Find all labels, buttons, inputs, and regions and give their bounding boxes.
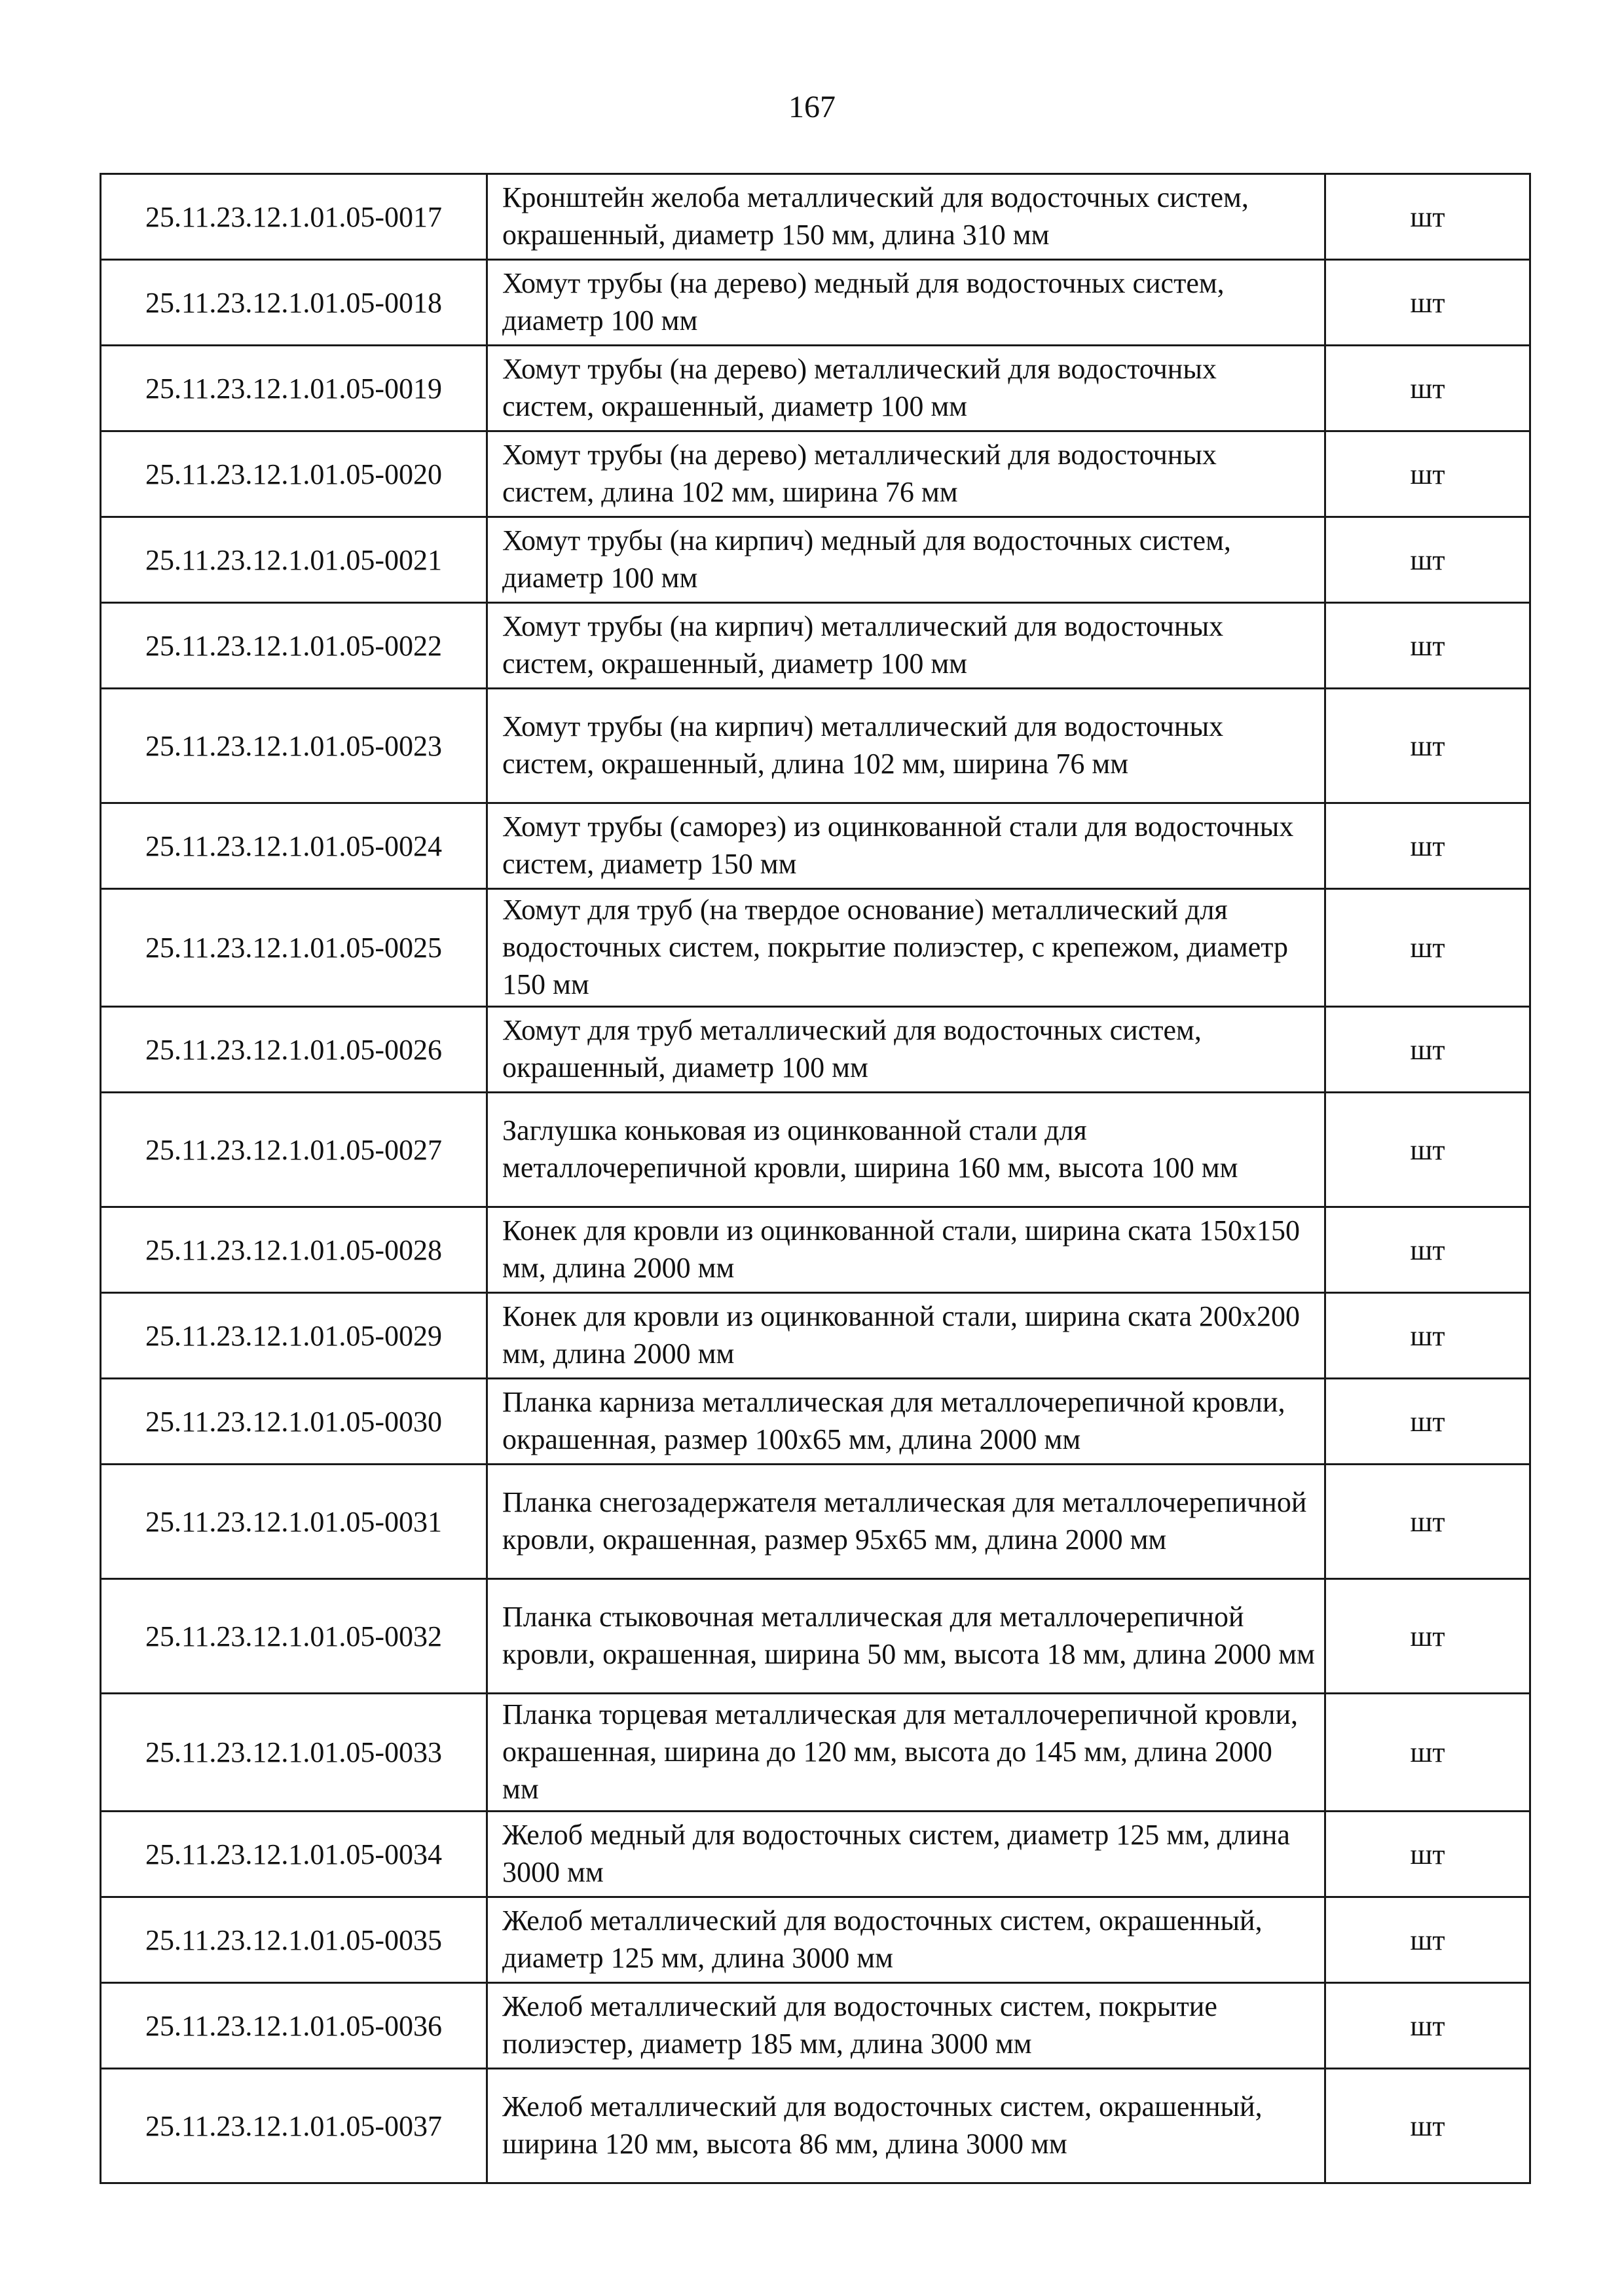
table-row — [101, 803, 1530, 889]
item-unit: шт — [1325, 1812, 1530, 1897]
item-description: Хомут трубы (саморез) из оцинкованной стали для водосточных систем, диаметр 150 мм — [487, 803, 1325, 889]
item-description: Хомут трубы (на кирпич) металлический для водосточных систем, окрашенный, длина 102 мм, ширина 76 мм — [487, 689, 1325, 803]
item-unit: шт — [1325, 1694, 1530, 1812]
item-code: 25.11.23.12.1.01.05-0017 — [101, 174, 487, 260]
materials-table — [100, 173, 1531, 2184]
item-code: 25.11.23.12.1.01.05-0028 — [101, 1207, 487, 1293]
item-code: 25.11.23.12.1.01.05-0025 — [101, 889, 487, 1007]
item-code: 25.11.23.12.1.01.05-0026 — [101, 1007, 487, 1093]
item-unit: шт — [1325, 1897, 1530, 1983]
table-row — [101, 1465, 1530, 1579]
table-row — [101, 1694, 1530, 1812]
item-code: 25.11.23.12.1.01.05-0037 — [101, 2069, 487, 2183]
table-row — [101, 1093, 1530, 1207]
item-description: Планка торцевая металлическая для металлочерепичной кровли, окрашенная, ширина до 120 мм, высота до 145 мм, длина 2000 мм — [487, 1694, 1325, 1812]
item-code: 25.11.23.12.1.01.05-0024 — [101, 803, 487, 889]
item-code: 25.11.23.12.1.01.05-0020 — [101, 431, 487, 517]
table-row — [101, 1207, 1530, 1293]
item-code: 25.11.23.12.1.01.05-0032 — [101, 1579, 487, 1694]
item-unit: шт — [1325, 1007, 1530, 1093]
item-description: Планка снегозадержателя металлическая для металлочерепичной кровли, окрашенная, размер 95х65 мм, длина 2000 мм — [487, 1465, 1325, 1579]
table-row — [101, 1812, 1530, 1897]
item-description: Желоб металлический для водосточных систем, покрытие полиэстер, диаметр 185 мм, длина 3000 мм — [487, 1983, 1325, 2069]
item-code: 25.11.23.12.1.01.05-0021 — [101, 517, 487, 603]
item-description: Хомут трубы (на кирпич) медный для водосточных систем, диаметр 100 мм — [487, 517, 1325, 603]
item-unit: шт — [1325, 260, 1530, 346]
item-code: 25.11.23.12.1.01.05-0029 — [101, 1293, 487, 1379]
item-description: Хомут трубы (на дерево) медный для водосточных систем, диаметр 100 мм — [487, 260, 1325, 346]
item-unit: шт — [1325, 1983, 1530, 2069]
item-unit: шт — [1325, 517, 1530, 603]
item-description: Хомут для труб металлический для водосточных систем, окрашенный, диаметр 100 мм — [487, 1007, 1325, 1093]
table-row — [101, 889, 1530, 1007]
item-code: 25.11.23.12.1.01.05-0034 — [101, 1812, 487, 1897]
table-row — [101, 1983, 1530, 2069]
item-unit: шт — [1325, 1465, 1530, 1579]
item-code: 25.11.23.12.1.01.05-0036 — [101, 1983, 487, 2069]
item-code: 25.11.23.12.1.01.05-0035 — [101, 1897, 487, 1983]
table-row — [101, 689, 1530, 803]
item-code: 25.11.23.12.1.01.05-0031 — [101, 1465, 487, 1579]
table-row — [101, 1379, 1530, 1465]
item-unit: шт — [1325, 889, 1530, 1007]
item-code: 25.11.23.12.1.01.05-0018 — [101, 260, 487, 346]
item-description: Кронштейн желоба металлический для водосточных систем, окрашенный, диаметр 150 мм, длина 310 мм — [487, 174, 1325, 260]
item-code: 25.11.23.12.1.01.05-0023 — [101, 689, 487, 803]
table-row — [101, 260, 1530, 346]
item-unit: шт — [1325, 803, 1530, 889]
item-unit: шт — [1325, 603, 1530, 689]
item-unit: шт — [1325, 1293, 1530, 1379]
item-description: Конек для кровли из оцинкованной стали, ширина ската 200х200 мм, длина 2000 мм — [487, 1293, 1325, 1379]
table-body — [101, 174, 1530, 2183]
item-code: 25.11.23.12.1.01.05-0019 — [101, 346, 487, 431]
table-row — [101, 2069, 1530, 2183]
table-row — [101, 1579, 1530, 1694]
table-row — [101, 517, 1530, 603]
table-row — [101, 346, 1530, 431]
table-row — [101, 1007, 1530, 1093]
item-unit: шт — [1325, 2069, 1530, 2183]
item-code: 25.11.23.12.1.01.05-0030 — [101, 1379, 487, 1465]
item-unit: шт — [1325, 174, 1530, 260]
page-number: 167 — [788, 90, 836, 124]
item-description: Желоб металлический для водосточных систем, окрашенный, диаметр 125 мм, длина 3000 мм — [487, 1897, 1325, 1983]
item-description: Желоб медный для водосточных систем, диаметр 125 мм, длина 3000 мм — [487, 1812, 1325, 1897]
table-row — [101, 1293, 1530, 1379]
table-row — [101, 174, 1530, 260]
item-description: Хомут трубы (на дерево) металлический для водосточных систем, длина 102 мм, ширина 76 мм — [487, 431, 1325, 517]
item-description: Желоб металлический для водосточных систем, окрашенный, ширина 120 мм, высота 86 мм, длина 3000 мм — [487, 2069, 1325, 2183]
table-row — [101, 431, 1530, 517]
item-unit: шт — [1325, 1579, 1530, 1694]
item-description: Хомут трубы (на дерево) металлический для водосточных систем, окрашенный, диаметр 100 мм — [487, 346, 1325, 431]
table-row — [101, 1897, 1530, 1983]
item-unit: шт — [1325, 1207, 1530, 1293]
item-description: Конек для кровли из оцинкованной стали, ширина ската 150х150 мм, длина 2000 мм — [487, 1207, 1325, 1293]
item-description: Заглушка коньковая из оцинкованной стали для металлочерепичной кровли, ширина 160 мм, высота 100 мм — [487, 1093, 1325, 1207]
item-unit: шт — [1325, 1093, 1530, 1207]
item-unit: шт — [1325, 1379, 1530, 1465]
item-description: Хомут трубы (на кирпич) металлический для водосточных систем, окрашенный, диаметр 100 мм — [487, 603, 1325, 689]
item-unit: шт — [1325, 346, 1530, 431]
item-code: 25.11.23.12.1.01.05-0027 — [101, 1093, 487, 1207]
item-description: Планка карниза металлическая для металлочерепичной кровли, окрашенная, размер 100х65 мм, длина 2000 мм — [487, 1379, 1325, 1465]
item-description: Планка стыковочная металлическая для металлочерепичной кровли, окрашенная, ширина 50 мм, высота 18 мм, длина 2000 мм — [487, 1579, 1325, 1694]
item-description: Хомут для труб (на твердое основание) металлический для водосточных систем, покрытие полиэстер, с крепежом, диаметр 150 мм — [487, 889, 1325, 1007]
item-unit: шт — [1325, 431, 1530, 517]
item-code: 25.11.23.12.1.01.05-0022 — [101, 603, 487, 689]
table-row — [101, 603, 1530, 689]
item-unit: шт — [1325, 689, 1530, 803]
item-code: 25.11.23.12.1.01.05-0033 — [101, 1694, 487, 1812]
